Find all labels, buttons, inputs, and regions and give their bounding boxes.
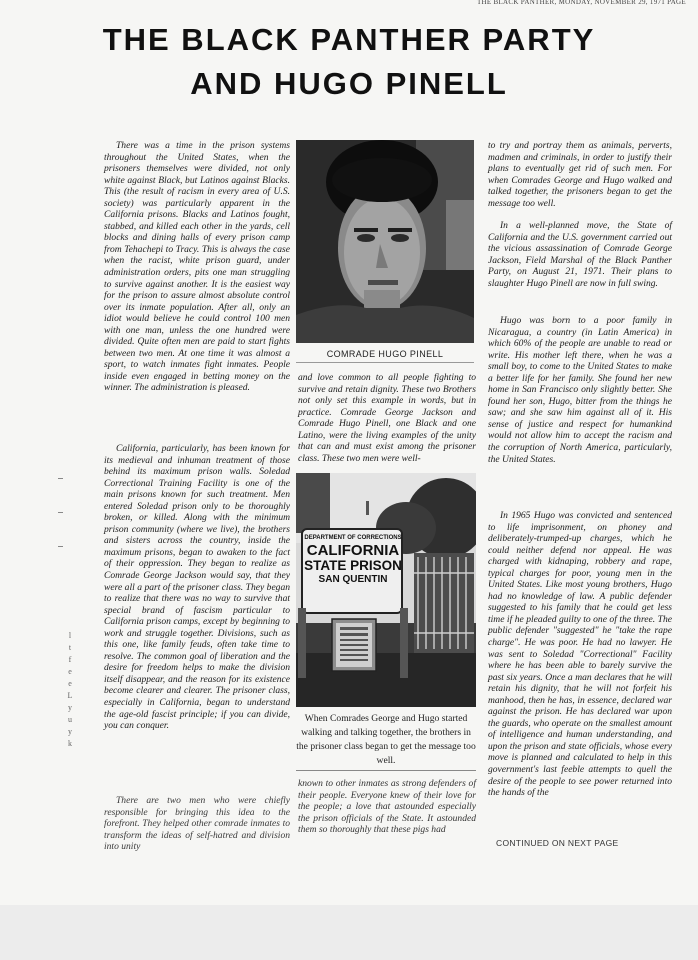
prison-sign-text <box>303 531 403 585</box>
san-quentin-photo <box>296 473 476 707</box>
sign-line-california: CALIFORNIA <box>306 542 400 559</box>
paragraph: Hugo was born to a poor family in Nicaragua, a country (in Latin America) in which 60% of the people are unable to read or write. His mother left there, when he was a small boy, to come to the United States to make a better life for her family. She found her new home in San Francisco only slightly better. She found her son, Hugo, bitter from the things he saw; and she saw him against all of it. His sense of justice and respect for humankind would not allow him to accept the racism and the corruption of North America, particularly, the United States. <box>488 315 672 465</box>
margin-letters: l t f e e L y u y k <box>67 631 73 748</box>
headline-line-2: AND HUGO PINELL <box>190 66 508 101</box>
portrait-image <box>296 140 474 343</box>
paragraph: There was a time in the prison systems throughout the United States, when the prisoners themselves were divided, not only white against Black, but Latinos against Blacks. This (the result of racism in every area of U.S. society) was particularly apparent in the California prisons. Blacks and Latinos fought, stabbed, and killed each other in the yards, cell blocks and dining halls of every prison camp from Tehachepi to Tracy. This is always the case when the racist, white prison guard, under administration orders, pits one man struggling to survive against another. It is the easiest way for the prison to assure almost absolute control over its inmate population. After all, only an idiot would believe he could control 100 men with one man, unless the one hundred were divided. Quite often men are paid to start fights between two men. At one time it was almost a sport, to watch inmates fight inmates. People inside even engaged in betting money on the winner. The administration is pleased. <box>104 140 290 394</box>
sign-line-department: DEPARTMENT OF CORRECTIONS <box>304 535 402 541</box>
continued-notice: CONTINUED ON NEXT PAGE <box>496 838 619 848</box>
column-2-paragraph-2 <box>298 778 476 836</box>
paragraph: known to other inmates as strong defenders of their people. Everyone knew of their love for the people; a love that astounded especially the prison officials of the State. It astounded them so thoroughly that these pigs had <box>298 778 476 836</box>
column-3-paragraph-3 <box>488 315 672 465</box>
prison-image <box>296 473 476 707</box>
margin-mark <box>58 512 63 513</box>
running-head: THE BLACK PANTHER, MONDAY, NOVEMBER 29, 1971 PAGE <box>476 0 686 6</box>
headline-line-1: THE BLACK PANTHER PARTY <box>102 22 596 57</box>
column-3-paragraph-1 <box>488 140 672 209</box>
column-3-paragraph-4 <box>488 510 672 799</box>
paragraph: In 1965 Hugo was convicted and sentenced to life imprisonment, on phoney and deliberately-trumped-up charges, which he could neither defend nor appeal. He was charged with kidnaping, robbery and rape, typical charges for poor, young men in the United States. Like most young brothers, Hugo had no knowledge of law. A public defender suggested to his family that he could get less time if he pleaded guilty to one of the three. The public defender "suggested" he "take the rape charge". He was poor. He had no lawyer. He was sent to Soledad "Correctional" Facility where he has been able to barely survive the past six years. Once a man declares that he will retain his dignity, that he will not forfeit his manhood, then he has, in essence, declared war against the prison. He has declared war upon the guards, who operate on the smallest amount of intelligence and human understanding, and upon the prison and state officials, whose every move is planned and calculated to help in this government's last feeble attempts to quell the desire of the people to see power returned into the hands of the <box>488 510 672 799</box>
margin-mark <box>58 546 63 547</box>
divider <box>296 770 476 771</box>
paragraph: In a well-planned move, the State of California and the U.S. government carried out the vicious assassination of Comrade George Jackson, Field Marshal of the Black Panther Party, on August 21, 1971. Their plans to slaughter Hugo Pinell are now in full swing. <box>488 220 672 289</box>
sign-line-san-quentin: SAN QUENTIN <box>318 573 388 585</box>
paragraph: There are two men who were chiefly responsible for bringing this idea to the forefront. They helped other comrade inmates to transform the ideas of self-hatred and division into unity <box>104 795 290 853</box>
prison-photo-caption: When Comrades George and Hugo started walking and talking together, the brothers in the prisoner class began to get the message too well. <box>296 713 476 766</box>
column-1-paragraph-3 <box>104 795 290 853</box>
sign-line-state-prison: STATE PRISON <box>304 558 402 573</box>
paragraph: and love common to all people fighting to survive and retain dignity. These two Brothers not only set this example in words, but in practice. Comrade George Jackson and Comrade Hugo Pinell, one Black and one Latino, were the living examples of the unity that can and must exist among the prisoner class. These two men were well- <box>298 372 476 464</box>
divider <box>296 362 474 363</box>
column-2-paragraph-1 <box>298 372 476 464</box>
margin-mark <box>58 478 63 479</box>
paragraph: California, particularly, has been known for its medieval and inhuman treatment of those behind its maximum prison walls. Soledad Correctional Training Facility is one of the main prisons known for such treatment. Men entered Soledad prison only to be thoroughly broken, or killed. Along with the minimum prison community (where we live), the brothers and sisters across the country, inside the maximum prisons, began to awaken to the fact of their oppression. They began to realize as Comrade George Jackson would say, that they were all a part of the prisoner class. They began to realize that there was no way to survive that special brand of fascism particular to California prison camps, except by beginning to work and struggle together. Divisions, such as this one, like family feuds, often take time to resolve. The common goal of liberation and the desire for freedom helps to make the division itself disappear, and the reason for its existence become clearer and clearer. The prisoner class, especially in California, began to understand the age-old fascist principle; if you can divide, you can conquer. <box>104 443 290 732</box>
column-3-paragraph-2 <box>488 220 672 289</box>
paragraph: to try and portray them as animals, perverts, madmen and criminals, in order to justify their plans to eventually get rid of such men. For when Comrades George and Hugo walked and talked together, the prisoners began to get the message too well. <box>488 140 672 209</box>
column-1-paragraph-1 <box>104 140 290 394</box>
scan-margin <box>0 905 698 960</box>
photo-caption: COMRADE HUGO PINELL <box>326 349 444 359</box>
hugo-pinell-photo <box>296 140 474 343</box>
column-1-paragraph-2 <box>104 443 290 732</box>
